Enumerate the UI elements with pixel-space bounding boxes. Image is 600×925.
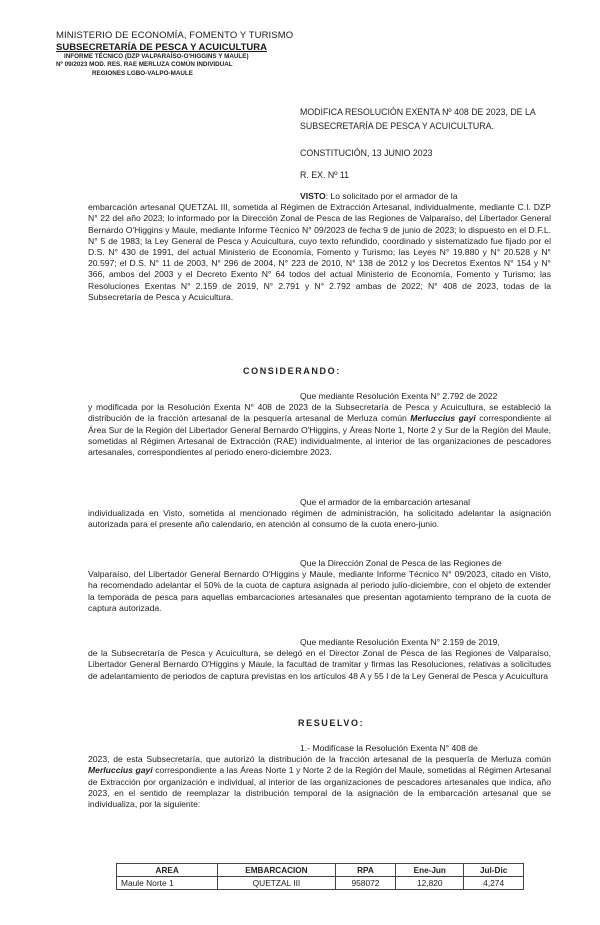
- considerando-paragraph-1: [88, 391, 551, 458]
- considerando-paragraph-2: [88, 497, 551, 531]
- resuelvo-1-body-b: correspondiente a las Áreas Norte 1 y Norte 2 de la Región del Maule, sometidas al Régimen Artesanal de Extracción por organización e individual, al interior de las organizaciones de pescadores artesanales que indica, año 2023, en el sentido de reemplazar la distribución temporal de la asignación de la embarcación artesanal que se individualiza, por la siguiente:: [88, 765, 551, 810]
- considerando-2-first-line: Que el armador de la embarcación artesanal: [300, 497, 471, 507]
- considerando-paragraph-4: [88, 637, 551, 682]
- visto-first-text: : Lo solicitado por el armador de la: [325, 191, 458, 201]
- cell-jul-dic: 4,274: [464, 877, 524, 890]
- visto-label: VISTO: [300, 191, 326, 201]
- considerando-2-body: individualizada en Visto, sometida al mencionado régimen de administración, ha solicitado adelantar la asignación autorizada para el presente año calendario, en atención al consumo de la cuota enero-junio.: [88, 508, 551, 530]
- considerando-4-first-line: Que mediante Resolución Exenta N° 2.159 de 2019,: [300, 637, 500, 647]
- resuelvo-heading: RESUELVO:: [298, 718, 365, 728]
- letterhead-line-2: Nº 09/2023 MOD. RES. RAE MERLUZA COMÚN INDIVIDUAL: [56, 61, 233, 69]
- ministry-name: MINISTERIO DE ECONOMÍA, FOMENTO Y TURISMO: [56, 30, 294, 41]
- column-header: Jul-Dic: [464, 864, 524, 877]
- column-header: EMBARCACION: [218, 864, 335, 877]
- considerando-heading: CONSIDERANDO:: [243, 366, 341, 376]
- letterhead: [56, 31, 316, 77]
- resuelvo-1-first-line: 1.- Modifícase la Resolución Exenta N° 408 de: [300, 743, 478, 753]
- resuelvo-paragraph-1: [88, 743, 551, 810]
- table-header-row: [117, 864, 524, 877]
- column-header: Ene-Jun: [396, 864, 464, 877]
- considerando-1-body-a: y modificada por la Resolución Exenta N° 408 de 2023 de la Subsecretaría de Pesca y Acuicultura, se estableció la distribución de la fracción artesanal de la pesquería artesanal de Merluza común: [88, 402, 551, 424]
- cell-area: Maule Norte 1: [117, 877, 218, 890]
- visto-first-line: [88, 191, 551, 202]
- column-header: RPA: [335, 864, 396, 877]
- considerando-paragraph-3: [88, 558, 551, 614]
- species-name: Merluccius gayi: [410, 413, 476, 424]
- subsecretaria-name: SUBSECRETARÍA DE PESCA Y ACUICULTURA: [56, 41, 267, 53]
- resuelvo-1-body-a: 2023, de esta Subsecretaría, que autorizó la distribución de la fracción artesanal de la pesquería de Merluza común: [88, 754, 551, 765]
- letterhead-line-3: REGIONES LGBO-VALPO-MAULE: [92, 69, 193, 77]
- cell-ene-jun: 12,820: [396, 877, 464, 890]
- considerando-1-body-b: correspondiente al Área Sur de la Región del Libertador General Bernardo O'Higgins, y Áreas Norte 1, Norte 2 y Sur de la Región del Maule, sometidas al Régimen Artesanal de Extracción (RAE) individualmente, al interior de las organizaciones de pescadores artesanales, correspondientes al periodo enero-diciembre 2023.: [88, 413, 552, 458]
- letterhead-line-1: INFORME TÉCNICO (DZP VALPARAÍSO-O'HIGGINS Y MAULE): [64, 53, 249, 60]
- visto-body: embarcación artesanal QUETZAL III, sometida al Régimen de Extracción Artesanal, individualmente, mediante C.I. DZP N° 22 del año 2023; lo informado por la Dirección Zonal de Pesca de las Regiones de Valparaíso, del Libertador General Bernardo O'Higgins y Maule, mediante Informe Técnico N° 09/2023 de fecha 9 de junio de 2023; lo dispuesto en el D.F.L. N° 5 de 1983; la Ley General de Pesca y Acuicultura, cuyo texto refundido, coordinado y sistematizado fue fijado por el D.S. N° 430 de 1991, del actual Ministerio de Economía, Fomento y Turismo; las Leyes N° 19.880 y N° 20.528 y N° 20.597; el D.S. N° 11 de 2003, N° 296 de 2004, N° 223 de 2010, N° 138 de 2012 y los Decretos Exentos N° 154 y N° 366, ambos del 2003 y el Decreto Exento N° 64 todos del actual Ministerio de Economía, Fomento y Turismo; las Resoluciones Exentas N° 2.159 de 2019, N° 2.791 y N° 2.792 ambas de 2022; N° 408 de 2023, todas de la Subsecretaría de Pesca y Acuicultura.: [88, 202, 551, 302]
- document-title: MODIFICA RESOLUCIÓN EXENTA Nº 408 DE 2023, DE LA SUBSECRETARÍA DE PESCA Y ACUICULTURA.: [300, 107, 536, 131]
- considerando-4-body: de la Subsecretaría de Pesca y Acuicultura, se delegó en el Director Zonal de Pesca de las Regiones de Valparaíso, Libertador General Bernardo O'Higgins y Maule, la facultad de tramitar y firmas las Resoluciones, relativas a solicitudes de adelantamiento de periodos de captura previstas en los artículos 48 A y 55 I de la Ley General de Pesca y Acuicultura: [88, 648, 551, 681]
- column-header: AREA: [117, 864, 218, 877]
- table-row: [117, 877, 524, 890]
- place-date: CONSTITUCIÓN, 13 JUNIO 2023: [300, 148, 433, 158]
- considerando-1-first-line: Que mediante Resolución Exenta N° 2.792 de 2022: [300, 391, 498, 401]
- resolution-number: R. EX. Nº 11: [300, 170, 350, 180]
- assignment-table: [116, 863, 524, 890]
- species-name: Merluccius gayi: [88, 765, 153, 776]
- considerando-3-first-line: Que la Dirección Zonal de Pesca de las Regiones de: [300, 558, 502, 568]
- visto-paragraph: [88, 191, 551, 303]
- cell-rpa: 958072: [335, 877, 396, 890]
- cell-embarcacion: QUETZAL III: [218, 877, 335, 890]
- considerando-3-body: Valparaíso, del Libertador General Bernardo O'Higgins y Maule, mediante Informe Técnico N° 09/2023, citado en Visto, ha recomendado adelantar el 50% de la cuota de captura asignada al periodo julio-diciembre, con el objeto de extender la temporada de pesca para aquellas embarcaciones artesanales que presentan agotamiento temprano de la cuota de captura autorizada.: [88, 569, 551, 613]
